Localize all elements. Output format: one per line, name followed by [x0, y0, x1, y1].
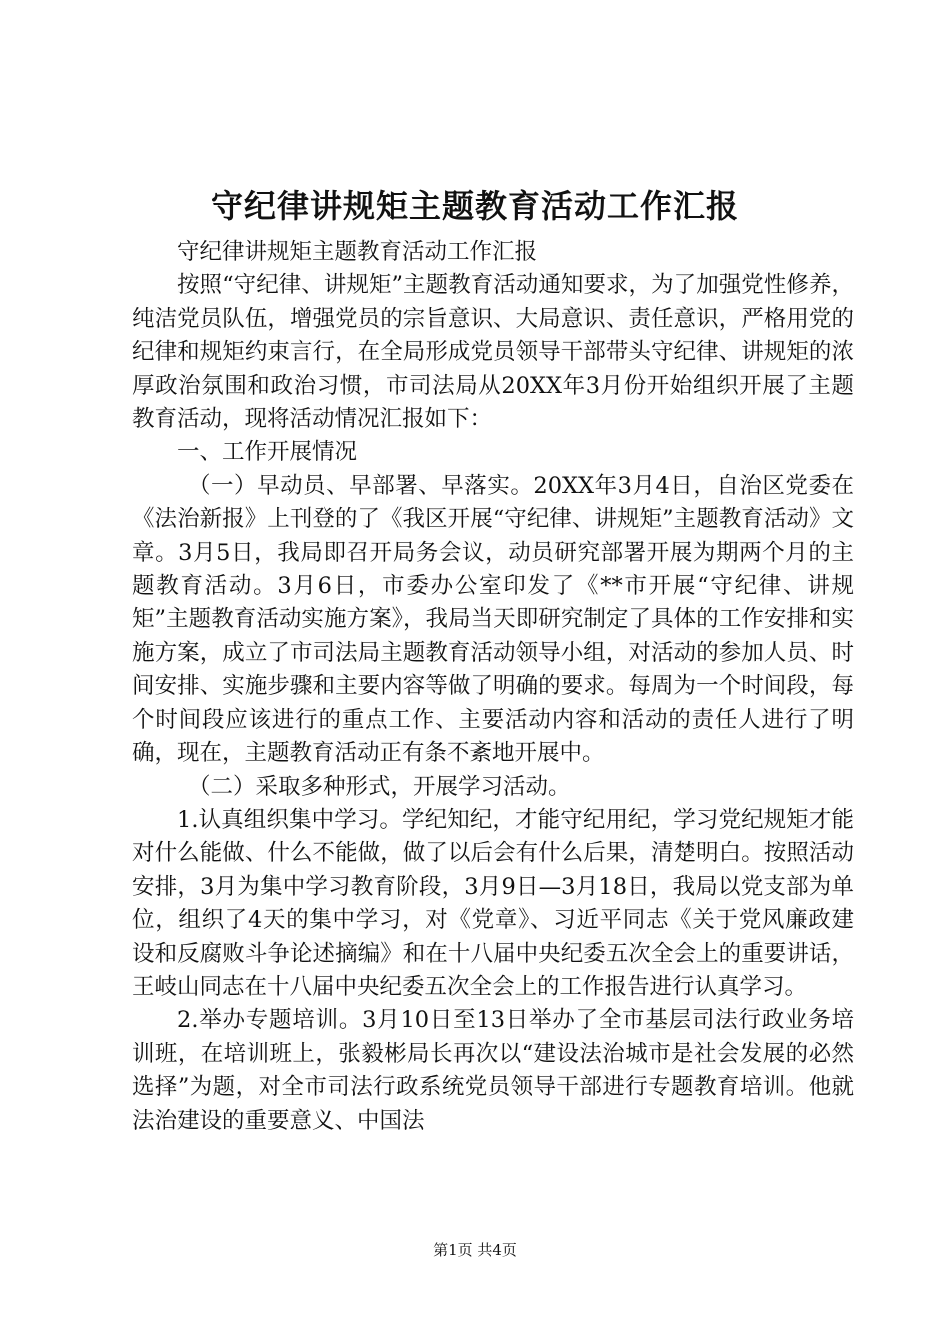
paragraph-item-2: 2.举办专题培训。3月10日至13日举办了全市基层司法行政业务培训班，在培训班上，张毅彬局长再次以“建设法治城市是社会发展的必然选择”为题，对全市司法行政系统党员领导干部进行专题教育培训。他就法治建设的重要意义、中国法 — [132, 1007, 854, 1134]
document-body — [132, 236, 854, 1138]
paragraph-item-1: 1.认真组织集中学习。学纪知纪，才能守纪用纪，学习党纪规矩才能对什么能做、什么不能做，做了以后会有什么后果，清楚明白。按照活动安排，3月为集中学习教育阶段，3月9日—3月18日，我局以党支部为单位，组织了4天的集中学习，对《党章》、习近平同志《关于党风廉政建设和反腐败斗争论述摘编》和在十八届中央纪委五次全会上的重要讲话，王岐山同志在十八届中央纪委五次全会上的工作报告进行认真学习。 — [132, 806, 854, 1000]
paragraph-intro: 按照“守纪律、讲规矩”主题教育活动通知要求，为了加强党性修养，纯洁党员队伍，增强党员的宗旨意识、大局意识、责任意识，严格用党的纪律和规矩约束言行，在全局形成党员领导干部带头守纪律、讲规矩的浓厚政治氛围和政治习惯，市司法局从20XX年3月份开始组织开展了主题教育活动，现将活动情况汇报如下： — [132, 272, 854, 433]
paragraph-subtitle: 守纪律讲规矩主题教育活动工作汇报 — [177, 239, 538, 265]
page-number-footer: 第1页 共4页 — [433, 1241, 517, 1259]
paragraph-section-1-1: （一）早动员、早部署、早落实。20XX年3月4日，自治区党委在《法治新报》上刊登的了《我区开展“守纪律、讲规矩”主题教育活动》文章。3月5日，我局即召开局务会议，动员研究部署开展为期两个月的主题教育活动。3月6日，市委办公室印发了《**市开展“守纪律、讲规矩”主题教育活动实施方案》，我局当天即研究制定了具体的工作安排和实施方案，成立了市司法局主题教育活动领导小组，对活动的参加人员、时间安排、实施步骤和主要内容等做了明确的要求。每周为一个时间段，每个时间段应该进行的重点工作、主要活动内容和活动的责任人进行了明确，现在，主题教育活动正有条不紊地开展中。 — [132, 472, 854, 767]
paragraph-section-1-2-heading: （二）采取多种形式，开展学习活动。 — [188, 773, 571, 800]
section-heading-1: 一、工作开展情况 — [177, 439, 358, 466]
document-title: 守纪律讲规矩主题教育活动工作汇报 — [210, 187, 739, 225]
